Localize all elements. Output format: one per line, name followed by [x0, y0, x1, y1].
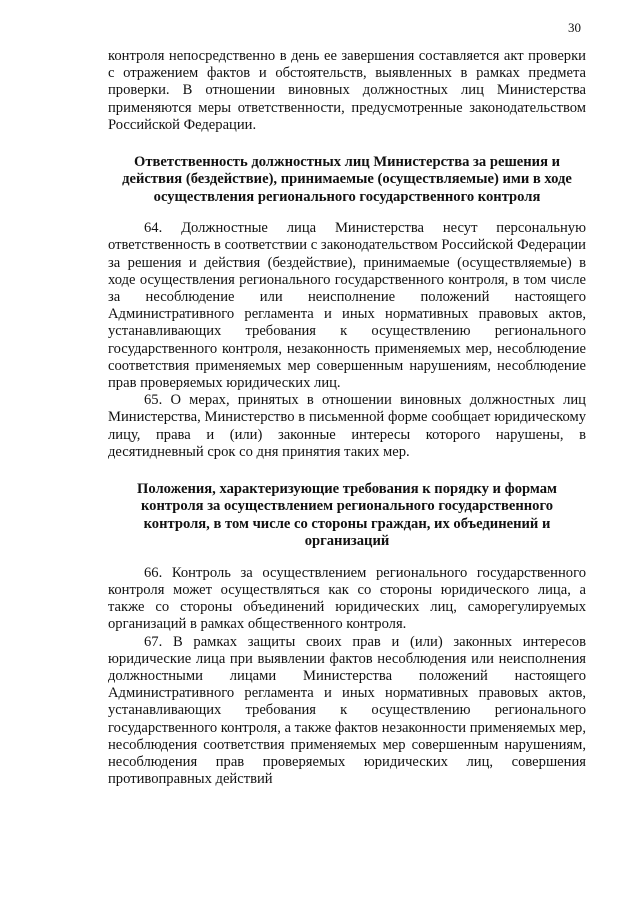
document-body — [108, 48, 586, 788]
paragraph-67: 67. В рамках защиты своих прав и (или) законных интересов юридические лица при выявлении фактов несоблюдения или неисполнения должностными лицами Министерства положений настоящего Административного регламента и иных нормативных правовых актов, устанавливающих требования к осуществлению регионального государственного контроля, а также фактов незаконности применяемых мер, несоблюдения соответствия применяемых мер совершенным нарушениям, несоблюдения прав проверяемых юридических лиц, совершения противоправных действий — [108, 633, 586, 788]
spacer — [108, 551, 586, 565]
paragraph-66: 66. Контроль за осуществлением регионального государственного контроля может осуществляться как со стороны юридического лица, а также со стороны объединений юридических лиц, саморегулируемых организаций в рамках общественного контроля. — [108, 564, 586, 633]
page-number: 30 — [568, 20, 581, 35]
intro-paragraph: контроля непосредственно в день ее завершения составляется акт проверки с отражением фактов и обстоятельств, выявленных в рамках предмета проверки. В отношении виновных должностных лиц Министерства применяются меры ответственности, предусмотренные законодательством Российской Федерации. — [108, 48, 586, 133]
paragraph-64: 64. Должностные лица Министерства несут персональную ответственность в соответствии с законодательством Российской Федерации за решения и действия (бездействие), принимаемые (осуществляемые) в ходе осуществления регионального государственного контроля, в том числе за несоблюдение или неисполнение положений настоящего Административного регламента и иных нормативных правовых актов, устанавливающих требования к осуществлению регионального государственного контроля, незаконность применяемых мер, несоблюдение соответствия применяемых мер совершенным нарушениям, несоблюдение прав проверяемых юридических лиц. — [108, 220, 586, 392]
spacer — [108, 134, 586, 154]
section-heading-responsibility: Ответственность должностных лиц Министерства за решения и действия (бездействие), принимаемые (осуществляемые) ими в ходе осуществления регионального государственного контроля — [122, 154, 572, 205]
paragraph-65: 65. О мерах, принятых в отношении виновных должностных лиц Министерства, Министерство в письменной форме сообщает юридическому лицу, права и (или) законные интересы которого нарушены, в десятидневный срок со дня принятия таких мер. — [108, 392, 586, 460]
spacer — [108, 206, 586, 220]
section-heading-control-requirements: Положения, характеризующие требования к порядку и формам контроля за осуществлением регионального государственного контроля, в том числе со стороны граждан, их объединений и организаций — [137, 481, 557, 550]
spacer — [108, 461, 586, 481]
